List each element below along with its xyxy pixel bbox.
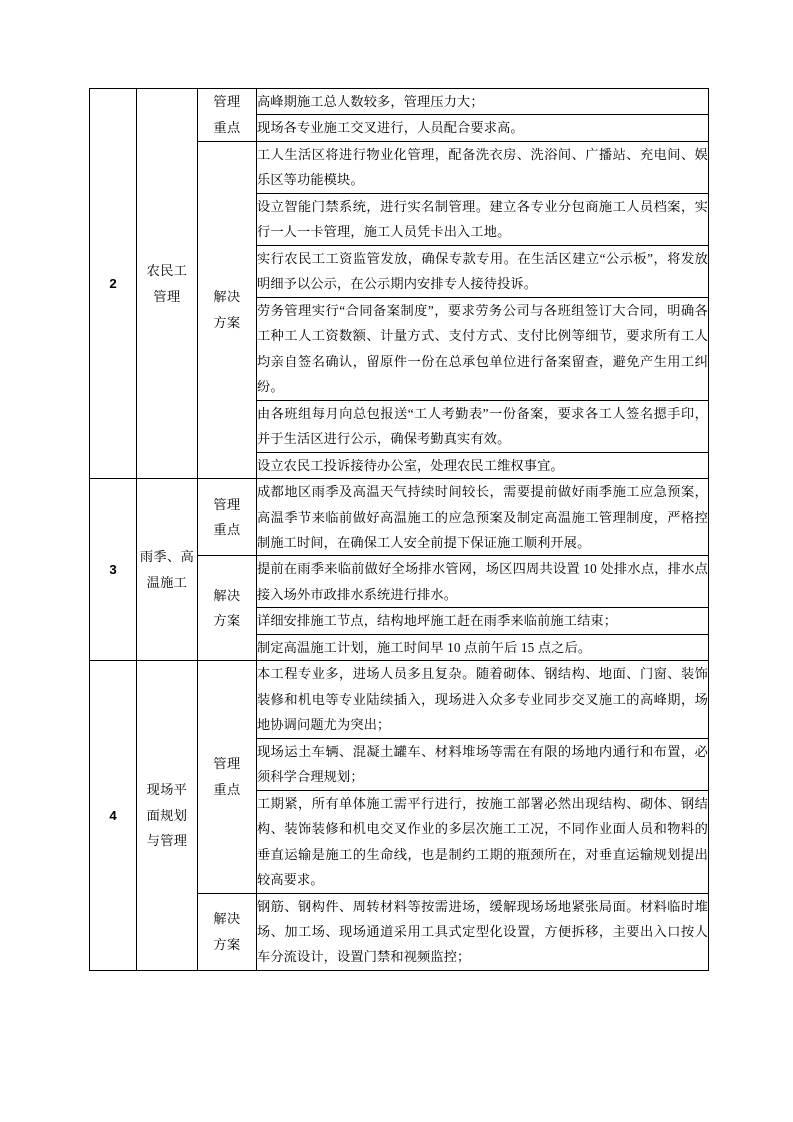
content-cell [257,89,709,115]
section-kind-line: 管理 [213,94,241,110]
category-line: 管理 [153,288,181,304]
row-category-cell [137,661,198,971]
row-number: 4 [109,808,117,824]
content-paragraph: 高峰期施工总人数较多，管理压力大； [257,94,484,109]
section-kind-line: 解决 [213,911,241,926]
section-kind-cell [198,661,257,893]
row-category-cell [137,89,198,479]
section-kind-cell [198,141,257,478]
content-cell [257,608,709,634]
category-line: 农民工 [146,262,188,278]
content-paragraph: 本工程专业多，进场人员多且复杂。随着砌体、钢结构、地面、门窗、装饰装修和机电等专业陆续插入，现场进入众多专业同步交叉施工的高峰期，场地协调问题尤为突出； [257,666,708,733]
row-number: 2 [109,275,117,291]
section-kind-line: 重点 [213,522,241,538]
content-cell [257,893,709,970]
content-cell [257,193,709,245]
content-paragraph: 详细安排施工节点，结构地坪施工赶在雨季来临前施工结束； [257,613,618,629]
row-number-cell [90,89,137,479]
content-paragraph: 钢筋、钢构件、周转材料等按需进场，缓解现场场地紧张局面。材料临时堆场、加工场、现场通道采用工具式定型化设置，方便拆移，主要出入口按人车分流设计，设置门禁和视频监控； [257,898,708,965]
table-body [90,89,709,971]
content-cell [257,141,709,193]
row-number-cell [90,479,137,661]
content-paragraph: 工人生活区将进行物业化管理，配备洗衣房、洗浴间、广播站、充电间、娱乐区等功能模块。 [257,146,708,188]
content-paragraph: 设立智能门禁系统，进行实名制管理。建立各专业分包商施工人员档案，实行一人一卡管理，施工人员凭卡出入工地。 [257,198,708,240]
content-paragraph: 制定高温施工计划，施工时间早 10 点前午后 15 点之后。 [257,639,592,655]
content-paragraph: 实行农民工工资监管发放，确保专款专用。在生活区建立“公示板”，将发放明细予以公示，在公示期内安排专人接待投诉。 [257,250,708,292]
category-line: 现场平 [146,782,188,798]
content-cell [257,297,709,400]
row-number-cell [90,661,137,971]
content-cell [257,479,709,556]
table-row [90,479,709,556]
category-line: 与管理 [146,833,188,849]
section-kind-line: 解决 [213,587,241,603]
content-cell [257,452,709,478]
content-cell [257,400,709,452]
category-line: 面规划 [146,807,188,823]
section-kind-line: 方案 [213,613,241,629]
section-kind-line: 方案 [213,314,241,330]
content-paragraph: 现场各专业施工交叉进行，人员配合要求高。 [257,120,524,136]
row-category-cell [137,479,198,661]
table-row [90,89,709,115]
section-kind-cell [198,89,257,142]
table-row [90,661,709,738]
row-number: 3 [109,562,117,578]
section-kind-line: 解决 [213,289,241,305]
section-kind-cell [198,893,257,970]
section-kind-line: 管理 [213,756,241,772]
content-paragraph: 提前在雨季来临前做好全场排水管网，场区四周共设置 10 处排水点，排水点接入场外市政排水系统进行排水。 [257,561,708,602]
category-line: 雨季、高 [139,548,195,564]
section-kind-cell [198,479,257,556]
content-cell [257,634,709,660]
content-cell [257,738,709,790]
section-kind-line: 重点 [213,781,241,797]
content-paragraph: 设立农民工投诉接待办公室，处理农民工维权事宜。 [257,457,564,473]
category-line: 温施工 [146,574,188,590]
content-paragraph: 由各班组每月向总包报送“工人考勤表”一份备案，要求各工人签名摁手印，并于生活区进行公示，确保考勤真实有效。 [257,405,708,447]
section-kind-line: 重点 [213,119,241,135]
content-cell [257,115,709,141]
content-paragraph: 劳务管理实行“合同备案制度”，要求劳务公司与各班组签订大合同，明确各工种工人工资数额、计量方式、支付方式、支付比例等细节，要求所有工人均亲自签名确认，留原件一份在总承包单位进行备案留查，避免产生用工纠纷。 [257,302,708,395]
content-paragraph: 现场运土车辆、混凝土罐车、材料堆场等需在有限的场地内通行和布置，必须科学合理规划； [257,743,708,785]
content-cell [257,790,709,893]
section-kind-line: 方案 [213,936,241,952]
content-cell [257,556,709,608]
section-kind-cell [198,556,257,661]
section-kind-line: 管理 [213,496,241,512]
content-paragraph: 成都地区雨季及高温天气持续时间较长，需要提前做好雨季施工应急预案，高温季节来临前做好高温施工的应急预案及制定高温施工管理制度，严格控制施工时间，在确保工人安全前提下保证施工顺利开展。 [257,484,708,550]
content-paragraph: 工期紧，所有单体施工需平行进行，按施工部署必然出现结构、砌体、钢结构、装饰装修和机电交叉作业的多层次施工工况，不同作业面人员和物料的垂直运输是施工的生命线，也是制约工期的瓶颈所在，对垂直运输规划提出较高要求。 [257,795,708,888]
content-cell [257,245,709,297]
content-cell [257,661,709,738]
construction-management-table [89,88,709,971]
